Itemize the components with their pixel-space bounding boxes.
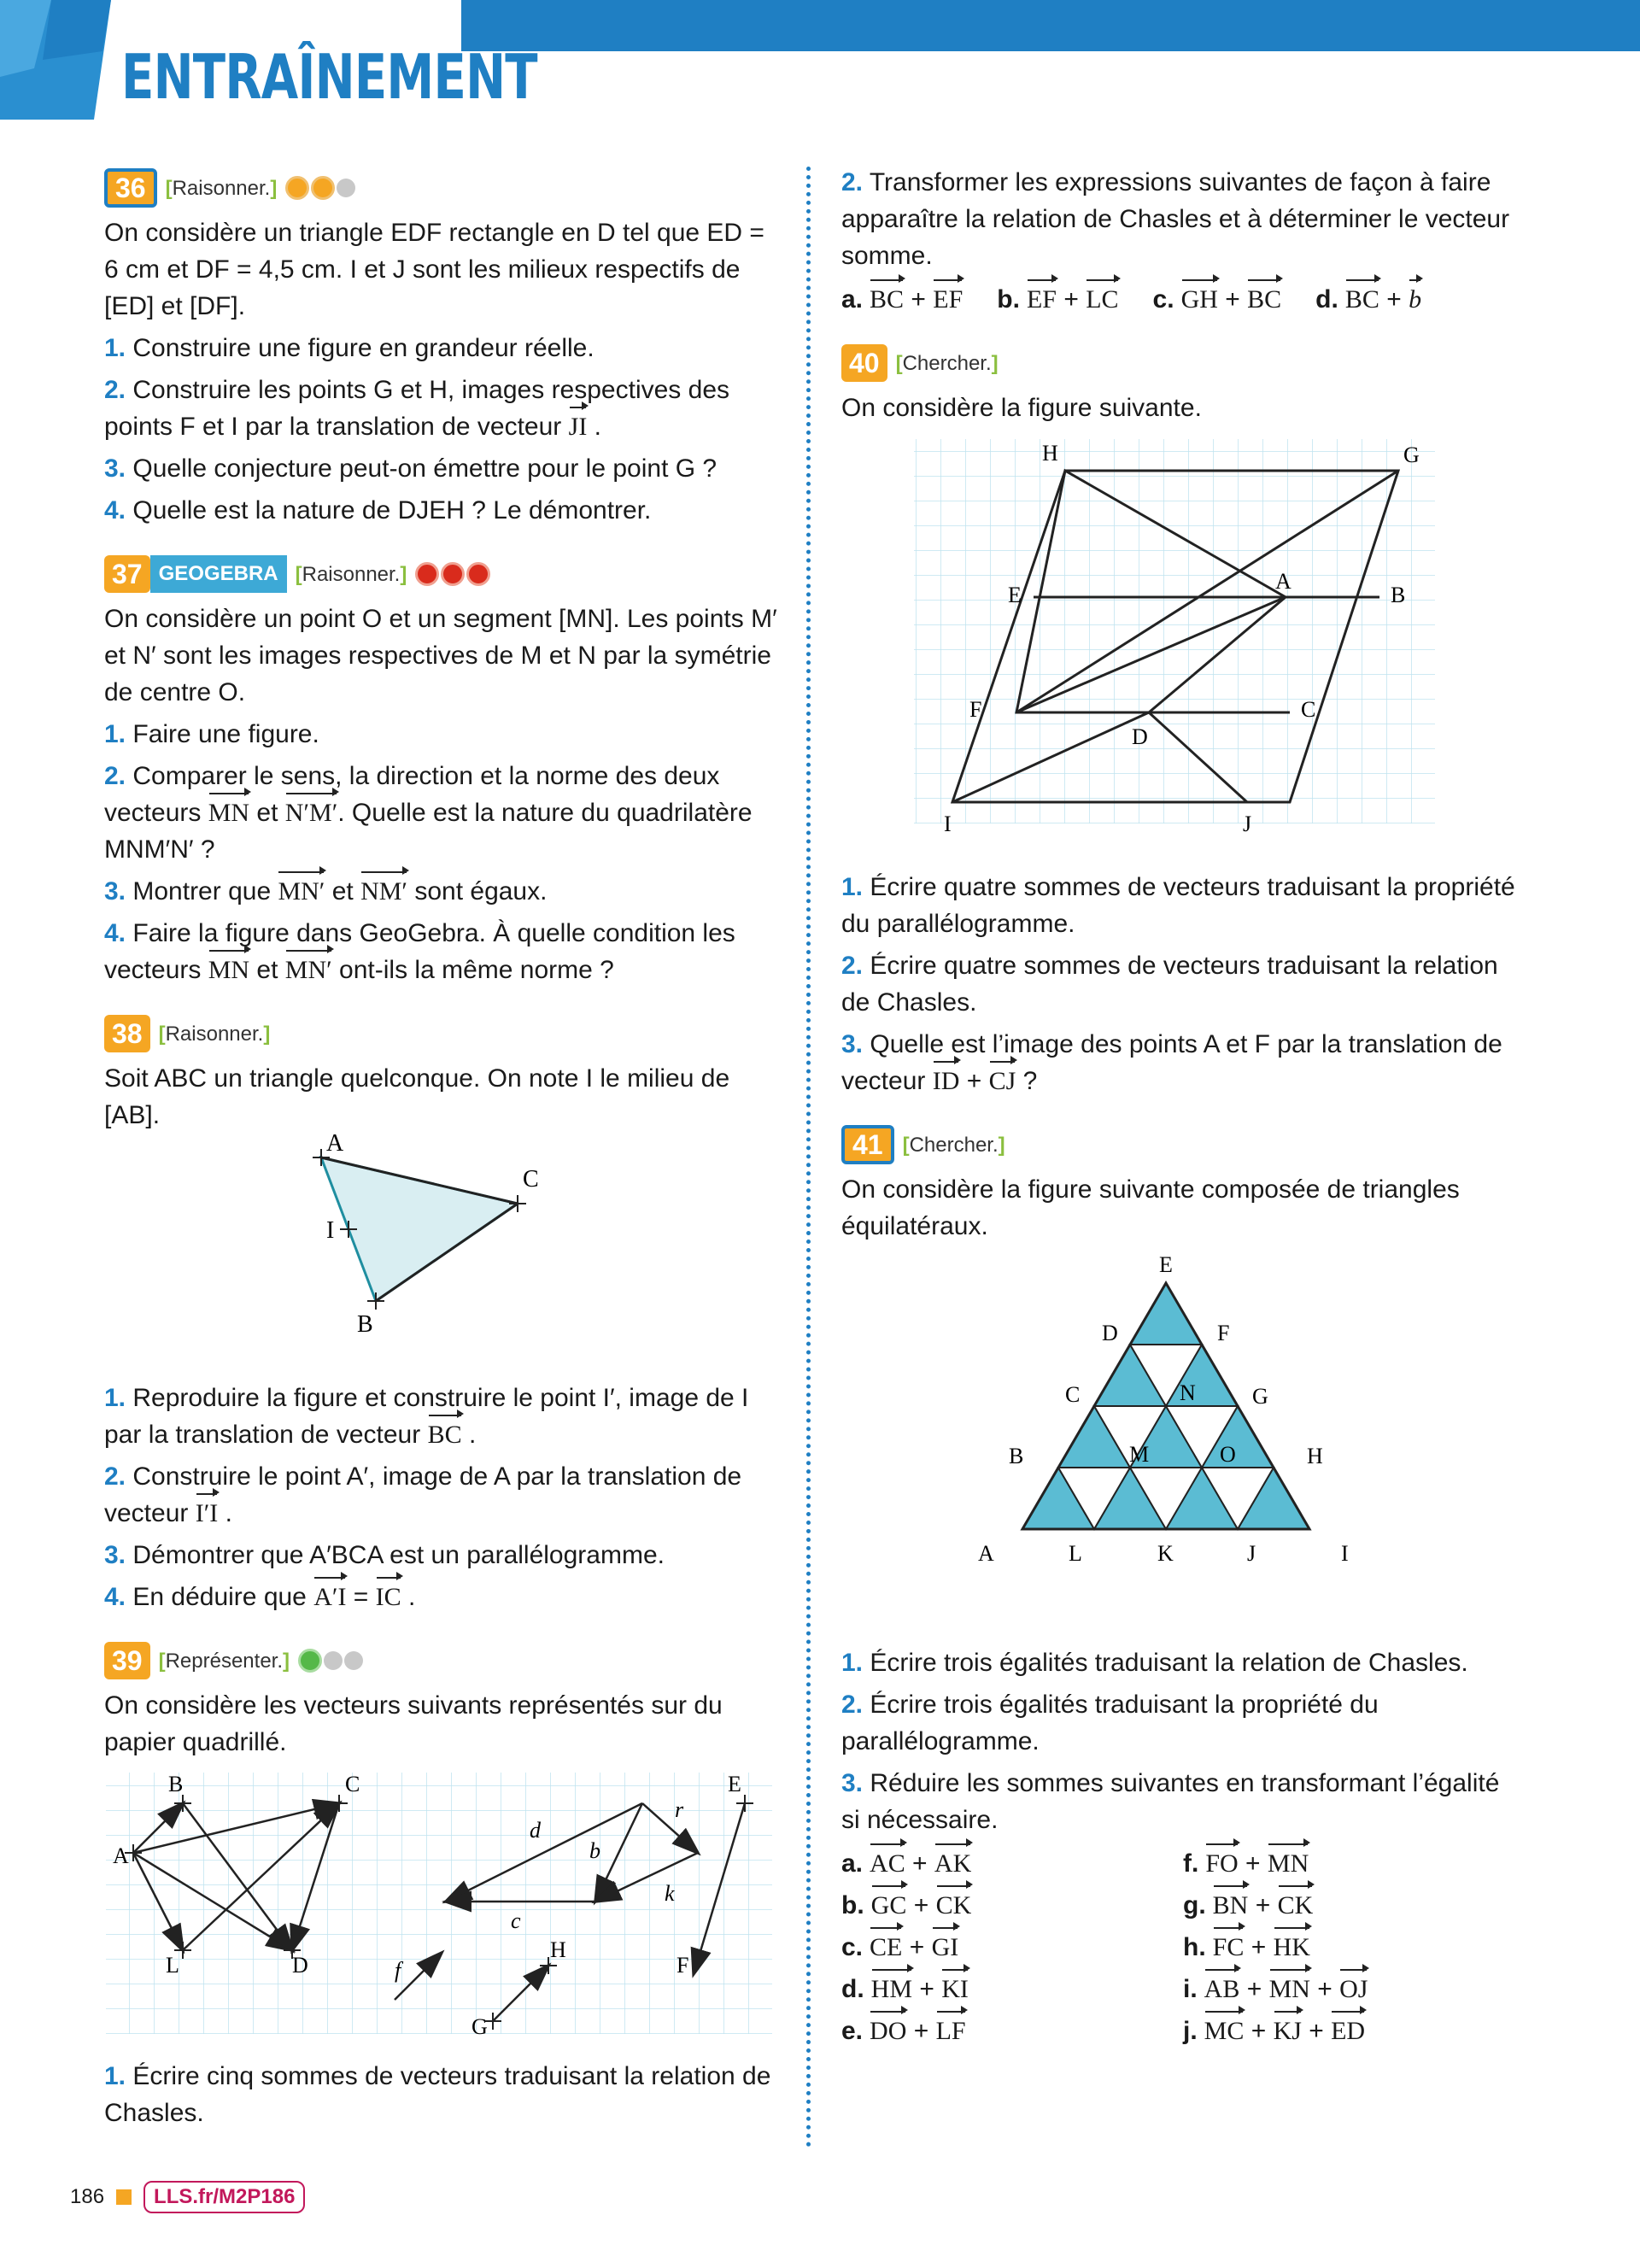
point-label: D (1132, 724, 1148, 749)
point-label: C (523, 1166, 539, 1193)
sum-item: c. CE + GI (841, 1929, 1183, 1966)
point-label: A (1275, 569, 1292, 594)
point-label: C (1065, 1382, 1081, 1407)
sum-item: d. HM + KI (841, 1971, 1183, 2007)
question-3: 3. Quelle conjecture peut-on émettre pour le point G ? (104, 454, 718, 483)
question-2: 2. Écrire quatre sommes de vecteurs traduisant la relation de Chasles. (841, 952, 1498, 1017)
point-label: H (1307, 1444, 1323, 1468)
vector-label: r (675, 1797, 684, 1822)
point-label: B (357, 1311, 373, 1338)
vector: MN (208, 952, 249, 988)
left-column (104, 167, 783, 2155)
vector: MN′ (285, 952, 332, 988)
exercise-number: 40 (841, 344, 887, 382)
point-label: N (1180, 1380, 1196, 1405)
point-label: J (1243, 812, 1252, 836)
vector-label: f (395, 1958, 401, 1983)
point-label: A (113, 1843, 129, 1868)
exercise-intro: On considère un point O et un segment [MN]. Les points M′ et N′ sont les images respectives de M et N par la symétrie de centre O. (104, 605, 777, 706)
vector-label: k (665, 1881, 675, 1906)
exercise-intro: On considère la figure suivante composée de triangles équilatéraux. (841, 1175, 1460, 1240)
point-label: A (978, 1541, 994, 1566)
point-label: I (944, 812, 952, 836)
right-column (841, 164, 1525, 2073)
point-label: K (1157, 1541, 1174, 1566)
skill-tag: [ Chercher. ] (903, 1127, 1005, 1163)
point-label: I (1341, 1541, 1349, 1566)
vector-label: d (530, 1818, 541, 1843)
point-label: E (1159, 1252, 1173, 1277)
question-1: 1. Écrire quatre sommes de vecteurs traduisant la propriété du parallélogramme. (841, 873, 1515, 938)
page-title: ENTRAÎNEMENT (121, 41, 537, 113)
point-label: H (1042, 441, 1058, 466)
sum-item: a. AC + AK (841, 1845, 1183, 1882)
question-2: 2. Construire le point A′, image de A par la translation de vecteur I′I . (104, 1458, 783, 1532)
equilateral-triangles-figure (841, 1245, 1525, 1629)
sums-list (841, 281, 1525, 318)
sum-item: f. FO + MN (1183, 1845, 1525, 1882)
question-4: 4. En déduire que A′I = IC . (104, 1579, 783, 1615)
point-label: D (292, 1953, 308, 1978)
vector: JI (569, 408, 588, 445)
point-label: L (166, 1953, 179, 1978)
skill-tag: [ Raisonner. ] (296, 556, 407, 593)
exercise-number: 41 (841, 1125, 894, 1164)
vector-label: c (511, 1908, 521, 1933)
sum-item: d. BC + b (1315, 281, 1421, 318)
difficulty-indicator (298, 1649, 363, 1673)
vector-label: b (589, 1838, 600, 1863)
exercise-40 (841, 342, 1525, 1099)
resource-link[interactable]: LLS.fr/M2P186 (144, 2181, 305, 2213)
column-divider (806, 167, 811, 2148)
sums-grid (841, 1845, 1525, 2049)
exercise-number: 39 (104, 1642, 150, 1679)
point-label: E (1008, 583, 1022, 607)
vector: BC (428, 1416, 462, 1453)
exercise-number: 36 (104, 168, 157, 208)
point-label: H (550, 1937, 566, 1962)
question-4: 4. Faire la figure dans GeoGebra. À quelle condition les vecteurs MN et MN′ ont-ils la même norme ? (104, 915, 783, 988)
question-2: 2. Écrire trois égalités traduisant la propriété du parallélogramme. (841, 1691, 1379, 1755)
sum-item: b. GC + CK (841, 1887, 1183, 1924)
exercise-intro: On considère la figure suivante. (841, 394, 1202, 422)
skill-tag: [ Chercher. ] (896, 345, 999, 382)
point-label: M (1129, 1442, 1150, 1467)
point-label: C (1301, 697, 1316, 722)
header-corner-decoration (0, 0, 111, 120)
exercise-36 (104, 167, 783, 529)
vector: MN′ (278, 873, 325, 910)
sum-item: j. MC + KJ + ED (1183, 2013, 1525, 2049)
sum-item: b. EF + LC (997, 281, 1118, 318)
point-label: L (1069, 1541, 1082, 1566)
footer (70, 2181, 305, 2213)
question-3: 3. Réduire les sommes suivantes en transformant l’égalité si nécessaire. (841, 1769, 1500, 1834)
question-2: 2. Comparer le sens, la direction et la norme des deux vecteurs MN et N′M′. Quelle est la nature du quadrilatère MNM′N′ ? (104, 762, 753, 864)
vector: N′M′ (285, 794, 337, 831)
difficulty-indicator (415, 562, 490, 586)
exercise-number: 38 (104, 1015, 150, 1052)
exercise-39-continued (841, 164, 1525, 318)
sum-item: h. FC + HK (1183, 1929, 1525, 1966)
header-bar (461, 0, 1640, 51)
question-2: 2. Transformer les expressions suivantes de façon à faire apparaître la relation de Chasles et à déterminer le vecteur somme. (841, 168, 1510, 270)
point-label: F (1217, 1321, 1230, 1345)
geogebra-badge: GEOGEBRA (150, 555, 287, 593)
vector: A′I (313, 1579, 346, 1615)
point-label: G (472, 2014, 488, 2039)
point-label: O (1220, 1442, 1236, 1467)
point-label: C (345, 1772, 360, 1796)
vector: NM′ (360, 873, 407, 910)
sum-item: e. DO + LF (841, 2013, 1183, 2049)
skill-tag: [ Raisonner. ] (159, 1016, 271, 1052)
question-3: 3. Quelle est l’image des points A et F par la translation de vecteur ID + CJ ? (841, 1026, 1525, 1099)
question-3: 3. Montrer que MN′ et NM′ sont égaux. (104, 873, 783, 910)
exercise-intro: On considère les vecteurs suivants représentés sur du papier quadrillé. (104, 1691, 723, 1756)
point-label: I (326, 1217, 335, 1244)
vector: MN (208, 794, 249, 831)
vector: CJ (989, 1063, 1016, 1099)
exercise-38 (104, 1012, 783, 1615)
parallelogram-figure (841, 426, 1525, 853)
point-label: F (969, 697, 982, 722)
exercise-37 (104, 553, 783, 988)
point-label: B (1391, 583, 1406, 607)
vector: ID (933, 1063, 960, 1099)
vectors-grid-figure (104, 1761, 783, 2042)
question-4: 4. Quelle est la nature de DJEH ? Le démontrer. (104, 496, 652, 525)
footer-square-icon (116, 2189, 132, 2205)
question-2: 2. Construire les points G et H, images respectives des points F et I par la translation de vecteur JI . (104, 372, 783, 445)
sum-item: a. BC + EF (841, 281, 963, 318)
exercise-39 (104, 1639, 783, 2131)
exercise-intro: Soit ABC un triangle quelconque. On note I le milieu de [AB]. (104, 1064, 730, 1129)
point-label: G (1252, 1384, 1268, 1409)
question-1: 1. Reproduire la figure et construire le point I′, image de I par la translation de vecteur BC . (104, 1380, 783, 1453)
point-label: E (728, 1772, 741, 1796)
question-1: 1. Écrire trois égalités traduisant la relation de Chasles. (841, 1649, 1468, 1677)
sum-item: i. AB + MN + OJ (1183, 1971, 1525, 2007)
sum-item: c. GH + BC (1153, 281, 1282, 318)
question-1: 1. Écrire cinq sommes de vecteurs traduisant la relation de Chasles. (104, 2062, 771, 2127)
skill-tag: [ Représenter. ] (159, 1643, 290, 1679)
exercise-41 (841, 1123, 1525, 2049)
difficulty-indicator (285, 176, 355, 200)
point-label: B (1009, 1444, 1024, 1468)
vector: IC (376, 1579, 401, 1615)
point-label: A (326, 1134, 344, 1157)
triangle-abc-figure (104, 1134, 783, 1364)
exercise-number: 37 (104, 555, 150, 593)
question-1: 1. Construire une figure en grandeur réelle. (104, 334, 594, 362)
page-number: 186 (70, 2185, 105, 2208)
point-label: J (1247, 1541, 1256, 1566)
point-label: F (676, 1953, 689, 1978)
vector: I′I (196, 1495, 219, 1532)
question-1: 1. Faire une figure. (104, 720, 319, 748)
question-3: 3. Démontrer que A′BCA est un parallélogramme. (104, 1541, 665, 1569)
point-label: G (1403, 442, 1420, 467)
exercise-intro: On considère un triangle EDF rectangle en D tel que ED = 6 cm et DF = 4,5 cm. I et J sont les milieux respectifs de [ED] et [DF]. (104, 219, 764, 320)
point-label: D (1102, 1321, 1118, 1345)
point-label: B (168, 1772, 184, 1796)
skill-tag: [ Raisonner. ] (166, 170, 278, 207)
sum-item: g. BN + CK (1183, 1887, 1525, 1924)
